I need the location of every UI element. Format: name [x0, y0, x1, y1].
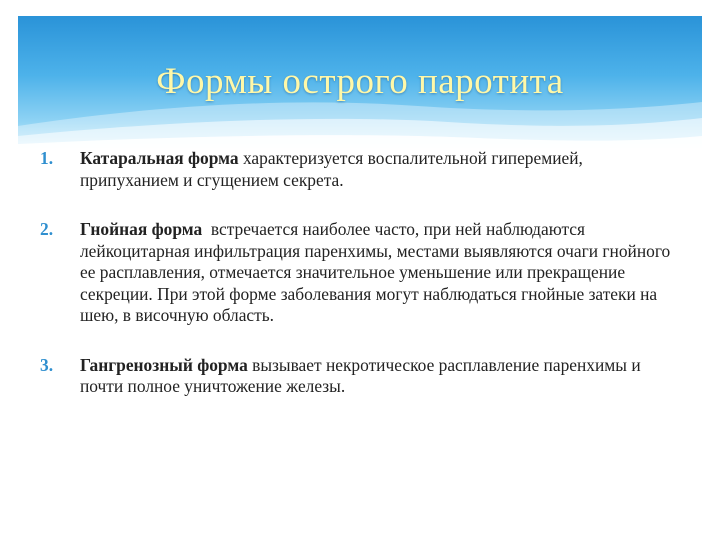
form-term: Гнойная форма — [80, 219, 203, 239]
header-banner — [18, 16, 702, 148]
slide-title: Формы острого паротита — [156, 61, 564, 102]
list-number: 3. — [40, 354, 54, 375]
list-item-gangrenous — [36, 355, 686, 398]
list-number: 2. — [40, 219, 54, 239]
form-term: Катаральная форма — [80, 148, 239, 168]
list-number: 1. — [40, 148, 54, 168]
form-description: характеризуется воспалительной гиперемией, припуханием и сгущением секрета. — [80, 148, 583, 190]
list-item-purulent — [36, 219, 686, 327]
forms-list — [36, 144, 686, 398]
list-item-catarrhal — [36, 148, 686, 191]
form-description: встречается наиболее часто, при ней наблюдаются лейкоцитарная инфильтрация паренхимы, местами выявляются очаги гнойного ее расплавления, отмечается значительное уменьшение или прекращение секреции. При этой форме заболевания могут наблюдаться гнойные затеки на шею, в височную область. — [80, 219, 675, 325]
form-term: Гангренозный форма — [80, 354, 248, 375]
form-description: вызывает некротическое расплавление паренхимы и почти полное уничтожение железы. — [80, 354, 641, 396]
